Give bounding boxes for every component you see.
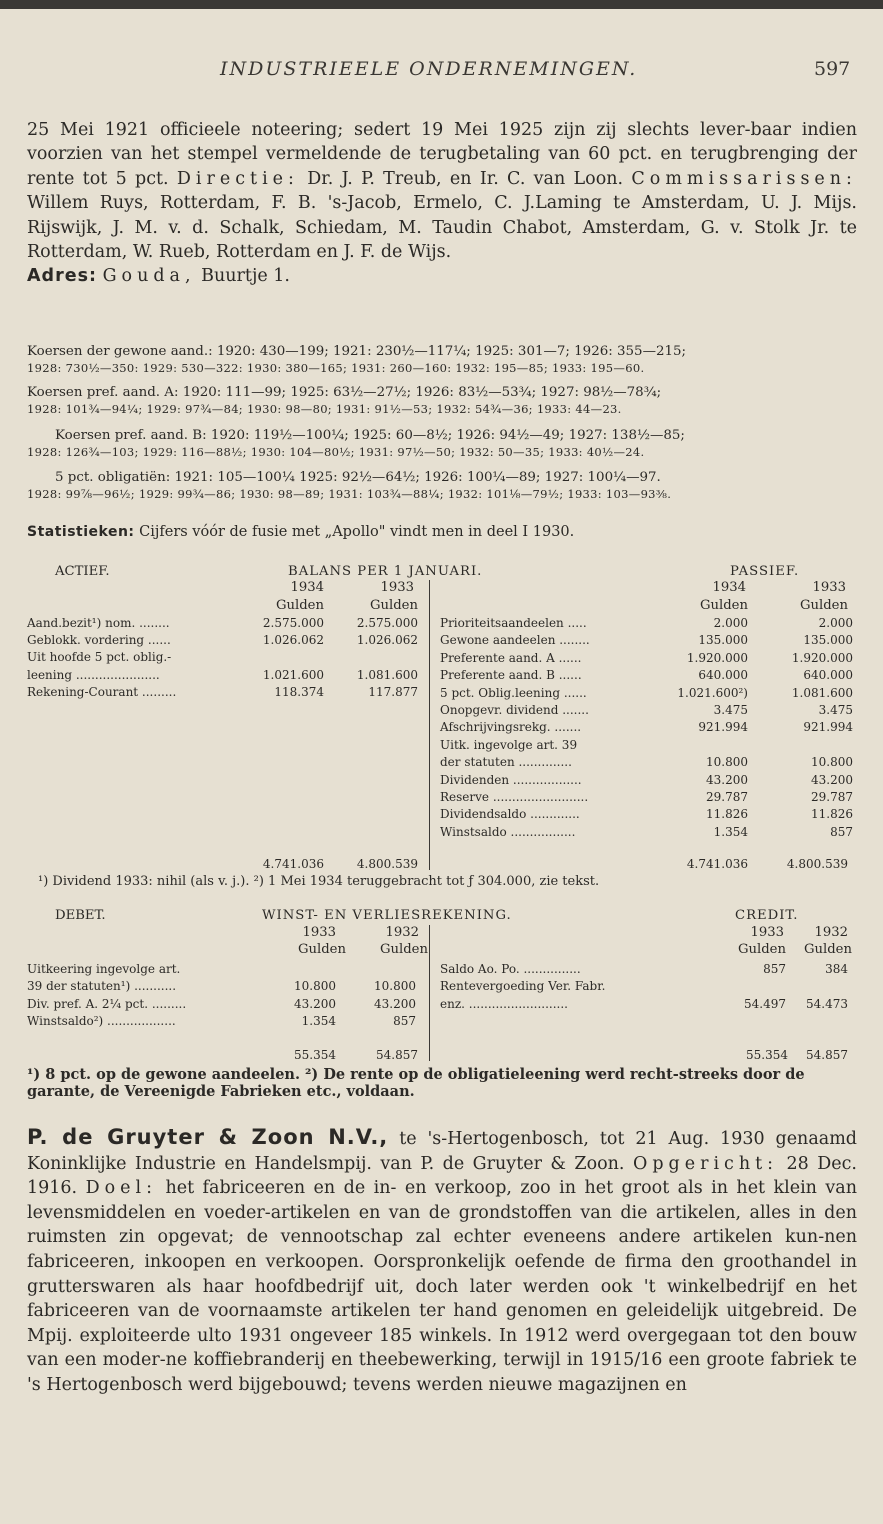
- winst-divider: [429, 925, 430, 1061]
- debet-row-value-1: 43.200: [294, 996, 336, 1011]
- statistieken-text: Cijfers vóór de fusie met „Apollo" vindt men in deel I 1930.: [139, 524, 575, 540]
- passief-row-value-2: 857: [830, 824, 853, 839]
- passief-row-value-1: 43.200: [706, 772, 748, 787]
- credit-unit-1: Gulden: [738, 942, 786, 957]
- actief-row-value-2: 1.026.062: [356, 633, 418, 648]
- doel-label: Doel:: [85, 1178, 157, 1199]
- balans-footnote: ¹) Dividend 1933: nihil (als v. j.). ²) 1 Mei 1934 teruggebracht tot ƒ 304.000, zie tekst.: [38, 874, 600, 889]
- passief-row-value-2: 10.800: [811, 755, 853, 770]
- actief-year-1: 1934: [290, 580, 324, 595]
- actief-row-label: Geblokk. vordering ......: [27, 633, 171, 648]
- debet-unit-2: Gulden: [380, 942, 428, 957]
- passief-row-value-2: 1.081.600: [791, 685, 853, 700]
- winst-footnote: ¹) 8 pct. op de gewone aandeelen. ²) De rente op de obligatieleening werd recht-streeks door de garante, de Vereenigde Fabrieken etc., voldaan.: [27, 1066, 805, 1100]
- doel-text: het fabriceeren en de in- en verkoop, zoo in het groot als in het klein van levensmiddelen en voeder-artikelen en van de grondstoffen van die artikelen, alles in den ruimsten zin opgevat; de vennootschap zal echter eveneens andere artikelen kun-nen fabriceeren, inkoopen en verkoopen. Oorspronkelijk oefende de firma den groothandel in grutterswaren als haar hoofdbedrijf uit, doch later werden ook 't winkelbedrijf en het fabriceeren van de voornaamste artikelen ter hand genomen en geleidelijk uitgebreid. De Mpij. exploiteerde ulto 1931 ongeveer 185 winkels. In 1912 werd overgegaan tot den bouw van een moder-ne koffiebranderij en theebewerking, terwijl in 1915/16 een groote fabriek te 's Hertogenbosch werd bijgebouwd; tevens werden nieuwe magazijnen en: [27, 1178, 857, 1395]
- company-name: P. de Gruyter & Zoon N.V.,: [27, 1125, 389, 1149]
- winst-title: WINST- EN VERLIESREKENING.: [262, 908, 512, 923]
- running-title: INDUSTRIEELE ONDERNEMINGEN.: [220, 58, 638, 80]
- actief-label: ACTIEF.: [55, 564, 110, 579]
- koersen-line: 1928: 101¾—94¼; 1929: 97¾—84; 1930: 98—80; 1931: 91½—53; 1932: 54¾—36; 1933: 44—23.: [27, 402, 622, 416]
- passief-row-value-2: 29.787: [811, 790, 853, 804]
- passief-label: PASSIEF.: [730, 564, 800, 579]
- passief-row-value-2: 640.000: [803, 668, 853, 683]
- koersen-line: 5 pct. obligatiën: 1921: 105—100¼ 1925: 92½—64½; 1926: 100¼—89; 1927: 100¼—97.: [55, 470, 661, 485]
- debet-row-label: Winstsaldo²) ..................: [27, 1014, 176, 1029]
- passief-row-label: Dividenden ..................: [440, 772, 582, 787]
- koersen-gewone: [27, 344, 857, 376]
- opgericht-label: Opgericht:: [632, 1153, 779, 1174]
- passief-row-label: Gewone aandeelen ........: [440, 633, 590, 648]
- credit-row-value-2: 54.473: [806, 996, 848, 1011]
- koersen-pref-a: [27, 385, 857, 417]
- passief-row-value-2: 1.920.000: [791, 650, 853, 665]
- koersen-pref-b: [27, 428, 857, 460]
- actief-row-value-2: 2.575.000: [356, 616, 418, 630]
- passief-row-label: Prioriteitsaandeelen .....: [440, 616, 587, 630]
- credit-year-1: 1933: [750, 925, 784, 940]
- gruyter-intro: te 's-Hertogenbosch, tot 21 Aug. 1930 genaamd Koninklijke Industrie en Handelsmpij. van P. de Gruyter & Zoon.: [27, 1129, 857, 1174]
- passief-row-label: Dividendsaldo .............: [440, 807, 580, 822]
- credit-row-value-1: 857: [763, 962, 786, 976]
- passief-row-value-2: 135.000: [803, 633, 853, 648]
- passief-row-label: Preferente aand. A ......: [440, 650, 582, 665]
- actief-total-2: 4.800.539: [356, 857, 418, 871]
- credit-label: CREDIT.: [735, 908, 799, 923]
- passief-row-label: Afschrijvingsrekg. .......: [440, 720, 582, 735]
- debet-row-value-1: 1.354: [301, 1014, 336, 1029]
- passief-row-value-1: 640.000: [698, 668, 748, 683]
- passief-unit-1: Gulden: [700, 598, 748, 613]
- opgericht-date: 28 Dec. 1916.: [27, 1153, 857, 1199]
- passief-row-label: Onopgevr. dividend .......: [440, 703, 589, 717]
- credit-row-value-1: 54.497: [744, 996, 786, 1011]
- passief-row-value-1: 3.475: [713, 703, 748, 717]
- debet-row-label: Div. pref. A. 2¼ pct. .........: [27, 996, 187, 1011]
- intro-text: 25 Mei 1921 officieele noteering; sedert 19 Mei 1925 zijn zij slechts lever-baar indien voorzien van het stempel vermeldende de terugbetaling van 60 pct. en terugbrenging der rente tot 5 pct.: [27, 120, 857, 189]
- actief-row-value-1: 2.575.000: [262, 616, 324, 630]
- page-number: 597: [814, 58, 851, 80]
- debet-total-1: 55.354: [294, 1048, 336, 1062]
- directie-text: Dr. J. P. Treub, en Ir. C. van Loon.: [307, 168, 624, 189]
- koersen-line: Koersen pref. aand. A: 1920: 111—99; 1925: 63½—27½; 1926: 83½—53¾; 1927: 98½—78¾;: [27, 385, 662, 400]
- actief-row-label: Rekening-Courant .........: [27, 684, 177, 699]
- actief-year-2: 1933: [380, 580, 414, 595]
- statistieken-label: Statistieken:: [27, 524, 135, 540]
- passief-total-2: 4.800.539: [786, 857, 848, 871]
- actief-row-label: leening ......................: [27, 667, 160, 682]
- actief-unit-1: Gulden: [276, 598, 324, 613]
- credit-total-1: 55.354: [746, 1048, 788, 1062]
- adres-city: Gouda,: [102, 266, 196, 287]
- passief-row-value-1: 29.787: [706, 790, 748, 804]
- debet-year-2: 1932: [385, 925, 419, 940]
- actief-row-label: Uit hoofde 5 pct. oblig.-: [27, 650, 172, 665]
- credit-unit-2: Gulden: [804, 942, 852, 957]
- directie-label: Directie:: [176, 168, 299, 189]
- koersen-line: 1928: 99⅞—96½; 1929: 99¾—86; 1930: 98—89; 1931: 103¾—88¼; 1932: 101⅛—79½; 1933: 103—93⅜.: [27, 487, 672, 501]
- debet-row-label: Uitkeering ingevolge art.: [27, 962, 181, 976]
- statistieken-line: [27, 524, 857, 540]
- passief-row-value-1: 1.354: [713, 824, 748, 839]
- credit-total-2: 54.857: [806, 1048, 848, 1062]
- actief-unit-2: Gulden: [370, 598, 418, 613]
- passief-row-value-1: 2.000: [713, 616, 748, 630]
- intro-paragraph: [27, 118, 857, 289]
- passief-row-value-1: 921.994: [698, 720, 748, 735]
- koersen-line: 1928: 126¾—103; 1929: 116—88½; 1930: 104—80½; 1931: 97½—50; 1932: 50—35; 1933: 40½—24.: [27, 445, 645, 459]
- actief-row-value-1: 1.026.062: [262, 633, 324, 648]
- passief-row-value-2: 3.475: [818, 703, 853, 717]
- debet-row-value-2: 43.200: [374, 996, 416, 1011]
- adres-label: Adres:: [27, 266, 97, 287]
- gruyter-paragraph: [27, 1125, 857, 1398]
- passief-unit-2: Gulden: [800, 598, 848, 613]
- page-header: [0, 58, 883, 88]
- passief-year-1: 1934: [712, 580, 746, 595]
- credit-row-label: Rentevergoeding Ver. Fabr.: [440, 979, 606, 994]
- debet-row-value-2: 857: [393, 1014, 416, 1029]
- passief-row-label: Winstsaldo .................: [440, 824, 576, 839]
- balans-title: BALANS PER 1 JANUARI.: [288, 564, 483, 579]
- passief-row-value-2: 11.826: [811, 807, 853, 822]
- passief-row-value-2: 2.000: [818, 616, 853, 630]
- debet-total-2: 54.857: [376, 1048, 418, 1062]
- actief-row-value-1: 118.374: [274, 684, 324, 699]
- koersen-obligaties: [27, 470, 857, 502]
- passief-row-label: der statuten ..............: [440, 755, 572, 770]
- scan-top-edge: [0, 0, 883, 9]
- koersen-line: Koersen der gewone aand.: 1920: 430—199; 1921: 230½—117¼; 1925: 301—7; 1926: 355—215;: [27, 344, 687, 359]
- actief-row-value-2: 1.081.600: [356, 667, 418, 682]
- debet-row-value-2: 10.800: [374, 979, 416, 994]
- passief-row-label: Preferente aand. B ......: [440, 668, 582, 683]
- credit-year-2: 1932: [814, 925, 848, 940]
- koersen-line: 1928: 730½—350: 1929: 530—322: 1930: 380—165; 1931: 260—160: 1932: 195—85; 1933: 195—60.: [27, 361, 645, 375]
- passief-row-value-1: 11.826: [706, 807, 748, 822]
- passief-row-value-1: 10.800: [706, 755, 748, 770]
- passief-year-2: 1933: [812, 580, 846, 595]
- passief-total-1: 4.741.036: [686, 857, 748, 871]
- passief-row-value-1: 1.021.600²): [677, 685, 748, 700]
- debet-label: DEBET.: [55, 908, 106, 923]
- debet-row-value-1: 10.800: [294, 979, 336, 994]
- actief-row-value-2: 117.877: [368, 684, 418, 699]
- koersen-line: Koersen pref. aand. B: 1920: 119½—100¼; 1925: 60—8½; 1926: 94½—49; 1927: 138½—85;: [55, 428, 685, 443]
- credit-row-value-2: 384: [825, 962, 848, 976]
- passief-row-label: 5 pct. Oblig.leening ......: [440, 685, 587, 700]
- adres-street: Buurtje 1.: [201, 266, 290, 287]
- credit-row-label: enz. ..........................: [440, 996, 568, 1011]
- commissarissen-label: Commissarissen:: [631, 168, 857, 189]
- actief-total-1: 4.741.036: [262, 857, 324, 871]
- balans-divider: [429, 580, 430, 870]
- passief-row-value-1: 1.920.000: [686, 650, 748, 665]
- passief-row-value-1: 135.000: [698, 633, 748, 648]
- debet-year-1: 1933: [302, 925, 336, 940]
- commissarissen-text: Willem Ruys, Rotterdam, F. B. 's-Jacob, Ermelo, C. J.Laming te Amsterdam, U. J. Mijs. Rijswijk, J. M. v. d. Schalk, Schiedam, M. Taudin Chabot, Amsterdam, G. v. Stolk Jr. te Rotterdam, W. Rueb, Rotterdam en J. F. de Wijs.: [27, 193, 857, 263]
- debet-row-label: 39 der statuten¹) ...........: [27, 979, 177, 994]
- passief-row-label: Reserve .........................: [440, 790, 589, 804]
- passief-row-label: Uitk. ingevolge art. 39: [440, 737, 578, 752]
- debet-unit-1: Gulden: [298, 942, 346, 957]
- actief-row-label: Aand.bezit¹) nom. ........: [27, 616, 170, 630]
- passief-row-value-2: 921.994: [803, 720, 853, 735]
- passief-row-value-2: 43.200: [811, 772, 853, 787]
- actief-row-value-1: 1.021.600: [262, 667, 324, 682]
- credit-row-label: Saldo Ao. Po. ...............: [440, 962, 581, 976]
